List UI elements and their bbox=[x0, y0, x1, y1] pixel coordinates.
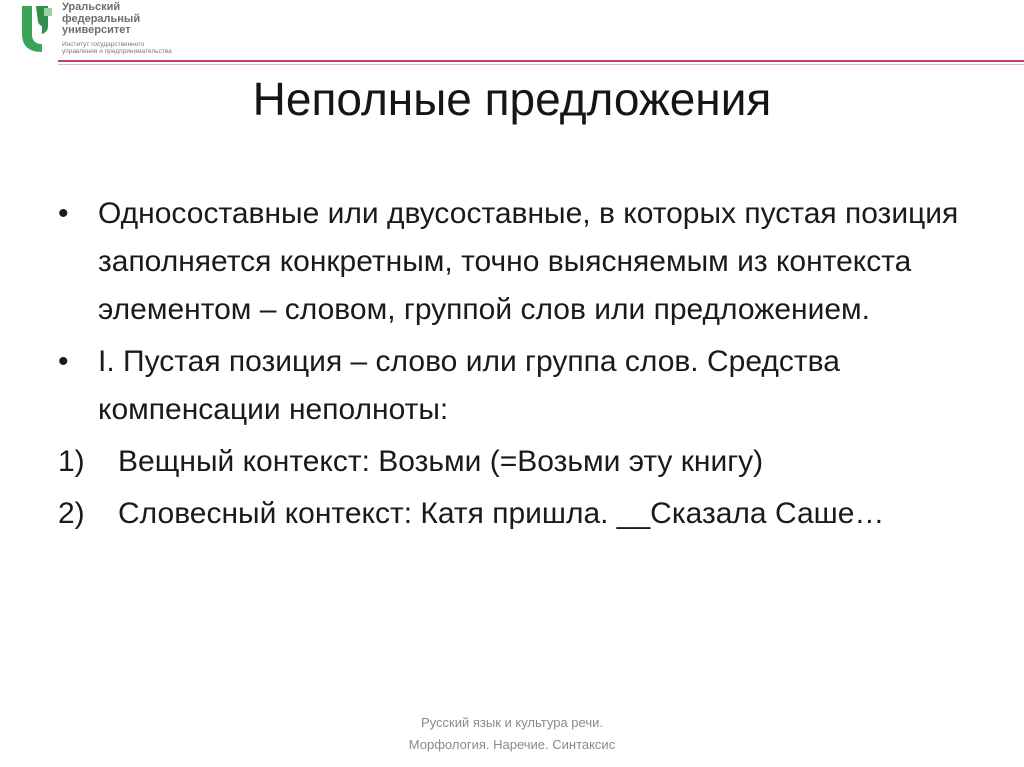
institute-name: Институт государственного управления и предпринимательства bbox=[62, 40, 172, 56]
list-item-text: I. Пустая позиция – слово или группа слов. Средства компенсации неполноты: bbox=[98, 345, 840, 426]
list-item-text: Словесный контекст: Катя пришла. __Сказала Саше… bbox=[118, 497, 885, 530]
list-item-text: Вещный контекст: Возьми (=Возьми эту книгу) bbox=[118, 445, 764, 478]
bullet-marker: • bbox=[58, 345, 69, 378]
list-item-text: Односоставные или двусоставные, в которых пустая позиция заполняется конкретным, точно выясняемым из контекста элементом – словом, группой слов или предложением. bbox=[98, 197, 959, 326]
bullet-marker: • bbox=[58, 197, 69, 230]
slide-body bbox=[58, 190, 998, 542]
slide-title: Неполные предложения bbox=[252, 73, 772, 125]
university-logo-text bbox=[62, 2, 172, 56]
number-marker: 1) bbox=[58, 445, 85, 478]
urfu-logo-icon bbox=[18, 4, 56, 56]
header-divider bbox=[58, 60, 1024, 62]
list-item bbox=[58, 490, 998, 538]
footer-line-1: Русский язык и культура речи. bbox=[421, 715, 603, 730]
university-name: Уральский федеральный университет bbox=[62, 1, 141, 37]
number-marker: 2) bbox=[58, 497, 85, 530]
list-item bbox=[58, 338, 998, 434]
slide-footer bbox=[0, 712, 1024, 756]
footer-line-2: Морфология. Наречие. Синтаксис bbox=[408, 737, 616, 752]
list-item bbox=[58, 190, 998, 334]
list-item bbox=[58, 438, 998, 486]
header-divider-thin bbox=[58, 64, 1024, 65]
